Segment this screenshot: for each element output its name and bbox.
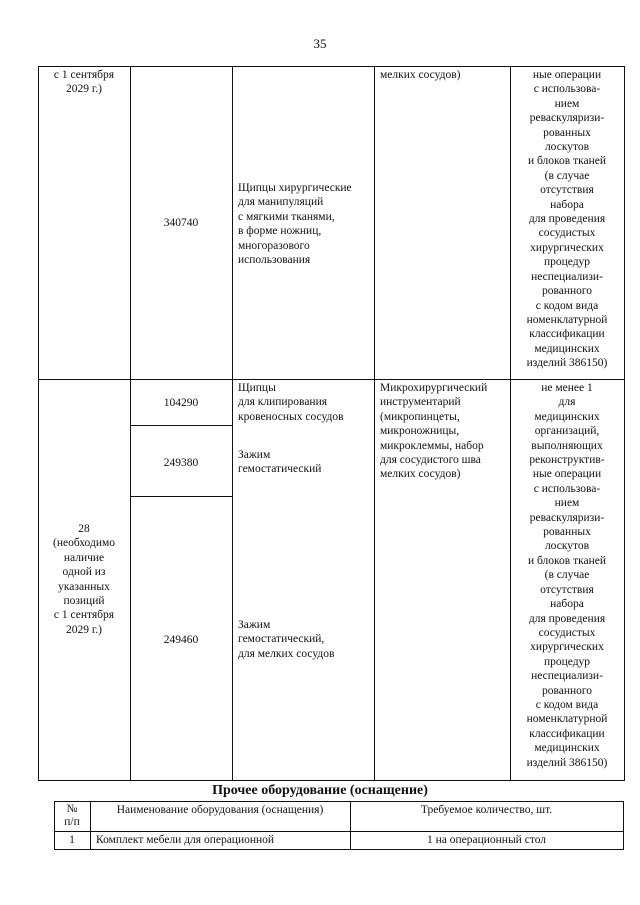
row1-code-cell: 340740: [163, 217, 199, 229]
row1-requirement-cell: ные операции с использова- нием реваскуляризи- рованных лоскутов и блоков тканей (в случае отсутствия набора для проведения сосудистых хирургических процедур неспециализи- рованного с кодом вида номенклатурной классификации медицинских изделий 386150): [526, 69, 608, 370]
section-title: Прочее оборудование (оснащение): [212, 783, 428, 798]
row2-requirement-cell: не менее 1 для медицинских организаций, выполняющих реконструктив- ные операции с использова- нием реваскуляризи- рованных лоскутов и блоков тканей (в случае отсутствия набора для проведения сосудистых хирургических процедур неспециализи- рованного с кодом вида номенклатурной классификации медицинских изделий 386150): [526, 382, 608, 769]
row1-period-cell: с 1 сентября 2029 г.): [53, 69, 115, 96]
header-name: Наименование оборудования (оснащения): [116, 804, 324, 816]
row2-period-cell: 28 (необходимо наличие одной из указанных позиций с 1 сентября 2029 г.): [52, 523, 115, 636]
item-name-104290: Щипцы для клипирования кровеносных сосудов: [238, 382, 344, 423]
page-number: 35: [313, 36, 327, 51]
row-number: 1: [69, 834, 75, 846]
item-code-104290: 104290: [163, 397, 199, 409]
item-name-249460: Зажим гемостатический, для мелких сосудов: [238, 619, 335, 660]
row-quantity: 1 на операционный стол: [426, 834, 547, 846]
row2-group-cell: Микрохирургический инструментарий (микропинцеты, микроножницы, микроклеммы, набор для сосудистого шва мелких сосудов): [380, 382, 488, 481]
header-number: № п/п: [64, 803, 80, 828]
row-name: Комплект мебели для операционной: [96, 834, 275, 846]
item-code-249380: 249380: [163, 457, 199, 469]
item-name-249380: Зажим гемостатический: [238, 449, 322, 476]
item-code-249460: 249460: [163, 634, 199, 646]
header-quantity: Требуемое количество, шт.: [420, 804, 553, 816]
row1-name-cell: Щипцы хирургические для манипуляций с мягкими тканями, в форме ножниц, многоразового использования: [238, 182, 352, 267]
row1-group-cell: мелких сосудов): [380, 69, 461, 81]
